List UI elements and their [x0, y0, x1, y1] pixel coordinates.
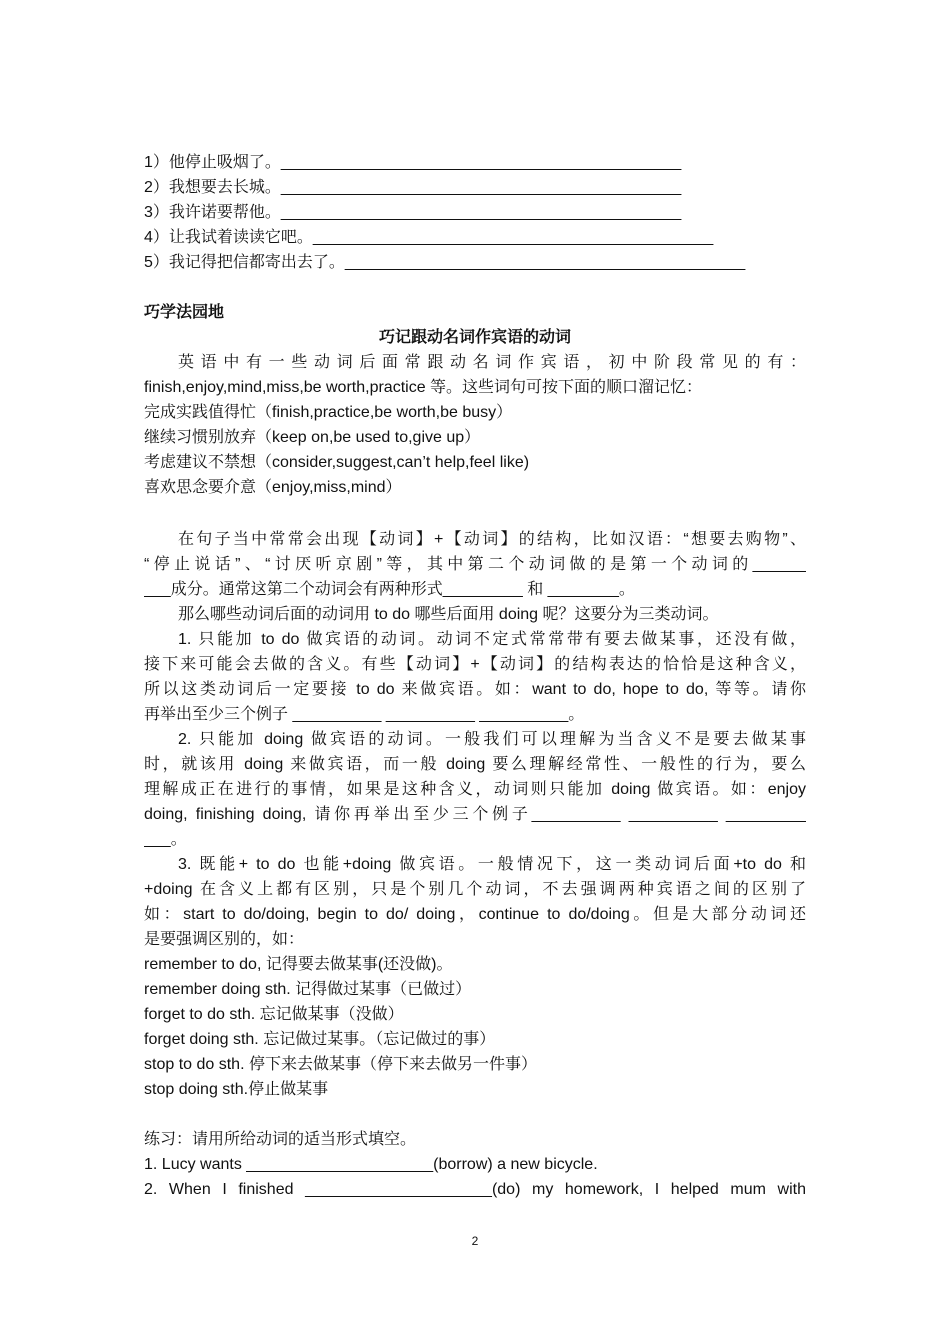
- type1-paragraph: [144, 627, 806, 727]
- paragraph-line: 理解成正在进行的事情，如果是这种含义，动词则只能加 doing 做宾语。如：enjoy: [144, 781, 806, 798]
- paragraph-line: 是要强调区别的，如：: [144, 931, 305, 948]
- example-item: stop to do sth. 停下来去做某事（停下来去做另一件事）: [144, 1056, 537, 1073]
- paragraph-line: ___。: [144, 831, 187, 848]
- paragraph-line: doing, finishing doing, 请你再举出至少三个例子__________ __________ _________: [144, 806, 806, 823]
- page-number: 2: [471, 1234, 479, 1248]
- paragraph-line: +doing 在含义上都有区别，只是个别几个动词，不去强调两种宾语之间的区别了: [144, 881, 806, 898]
- intro-paragraph: [144, 350, 806, 400]
- example-item: remember doing sth. 记得做过某事（已做过）: [144, 981, 472, 998]
- example-item: forget doing sth. 忘记做过某事。（忘记做过的事）: [144, 1031, 496, 1048]
- paragraph-line: 2. 只能加 doing 做宾语的动词。一般我们可以理解为当含义不是要去做某事: [178, 731, 806, 748]
- paragraph-line: 接下来可能会去做的含义。有些【动词】+【动词】的结构表达的恰恰是这种含义，: [144, 656, 806, 673]
- type2-paragraph: [144, 727, 806, 852]
- paragraph-line: 1. 只能加 to do 做宾语的动词。动词不定式常常带有要去做某事，还没有做，: [178, 631, 806, 648]
- practice-item: 2. When I finished _____________________(do) my homework, I helped mum with: [144, 1181, 806, 1198]
- exercise-line: 4）让我试着读读它吧。_____________________________________________: [144, 229, 714, 246]
- mnemonic-item: 完成实践值得忙（finish,practice,be worth,be busy）: [144, 404, 513, 421]
- practice-item: 1. Lucy wants _____________________(borrow) a new bicycle.: [144, 1156, 598, 1173]
- example-item: remember to do, 记得要去做某事(还没做)。: [144, 956, 453, 973]
- example-item: stop doing sth.停止做某事: [144, 1081, 329, 1098]
- page-content: [144, 150, 806, 1202]
- paragraph-line: “停止说话”、“讨厌听京剧”等，其中第二个动词做的是第一个动词的______: [144, 556, 806, 573]
- paragraph-line: 时，就该用 doing 来做宾语，而一般 doing 要么理解经常性、一般性的行为，要么: [144, 756, 806, 773]
- paragraph-line: 在句子当中常常会出现【动词】+【动词】的结构，比如汉语：“想要去购物”、: [178, 531, 806, 548]
- example-item: forget to do sth. 忘记做某事（没做）: [144, 1006, 404, 1023]
- example-list: [144, 952, 806, 1102]
- mnemonic-list: [144, 400, 806, 500]
- paragraph-line: 3. 既能+ to do 也能+doing 做宾语。一般情况下，这一类动词后面+to do 和: [178, 856, 806, 873]
- structure-paragraph: [144, 527, 806, 602]
- paragraph-line: ___成分。通常这第二个动词会有两种形式_________ 和 ________。: [144, 581, 635, 598]
- paragraph-line: 英语中有一些动词后面常跟动名词作宾语，初中阶段常见的有：: [178, 354, 806, 371]
- question-paragraph: 那么哪些动词后面的动词用 to do 哪些后面用 doing 呢？这要分为三类动词。: [178, 606, 719, 623]
- mnemonic-item: 喜欢思念要介意（enjoy,miss,mind）: [144, 479, 402, 496]
- paragraph-line: 所以这类动词后一定要接 to do 来做宾语。如：want to do, hope to do, 等等。请你: [144, 681, 806, 698]
- mnemonic-item: 继续习惯别放弃（keep on,be used to,give up）: [144, 429, 481, 446]
- exercise-line: 1）他停止吸烟了。_____________________________________________: [144, 154, 682, 171]
- translation-exercise: [144, 150, 806, 275]
- paragraph-line: 再举出至少三个例子 __________ __________ __________。: [144, 706, 585, 723]
- paragraph-line: finish,enjoy,mind,miss,be worth,practice 等。这些词句可按下面的顺口溜记忆：: [144, 379, 703, 396]
- practice-heading: 练习：请用所给动词的适当形式填空。: [144, 1131, 417, 1148]
- section-heading: 巧学法园地: [144, 304, 225, 321]
- article-title: 巧记跟动名词作宾语的动词: [378, 329, 571, 346]
- exercise-line: 5）我记得把信都寄出去了。_____________________________________________: [144, 254, 746, 271]
- paragraph-line: 如：start to do/doing, begin to do/ doing，continue to do/doing。但是大部分动词还: [144, 906, 806, 923]
- type3-paragraph: [144, 852, 806, 952]
- exercise-line: 2）我想要去长城。_____________________________________________: [144, 179, 682, 196]
- practice-list: [144, 1152, 806, 1202]
- mnemonic-item: 考虑建议不禁想（consider,suggest,can’t help,feel like): [144, 454, 530, 471]
- exercise-line: 3）我许诺要帮他。_____________________________________________: [144, 204, 682, 221]
